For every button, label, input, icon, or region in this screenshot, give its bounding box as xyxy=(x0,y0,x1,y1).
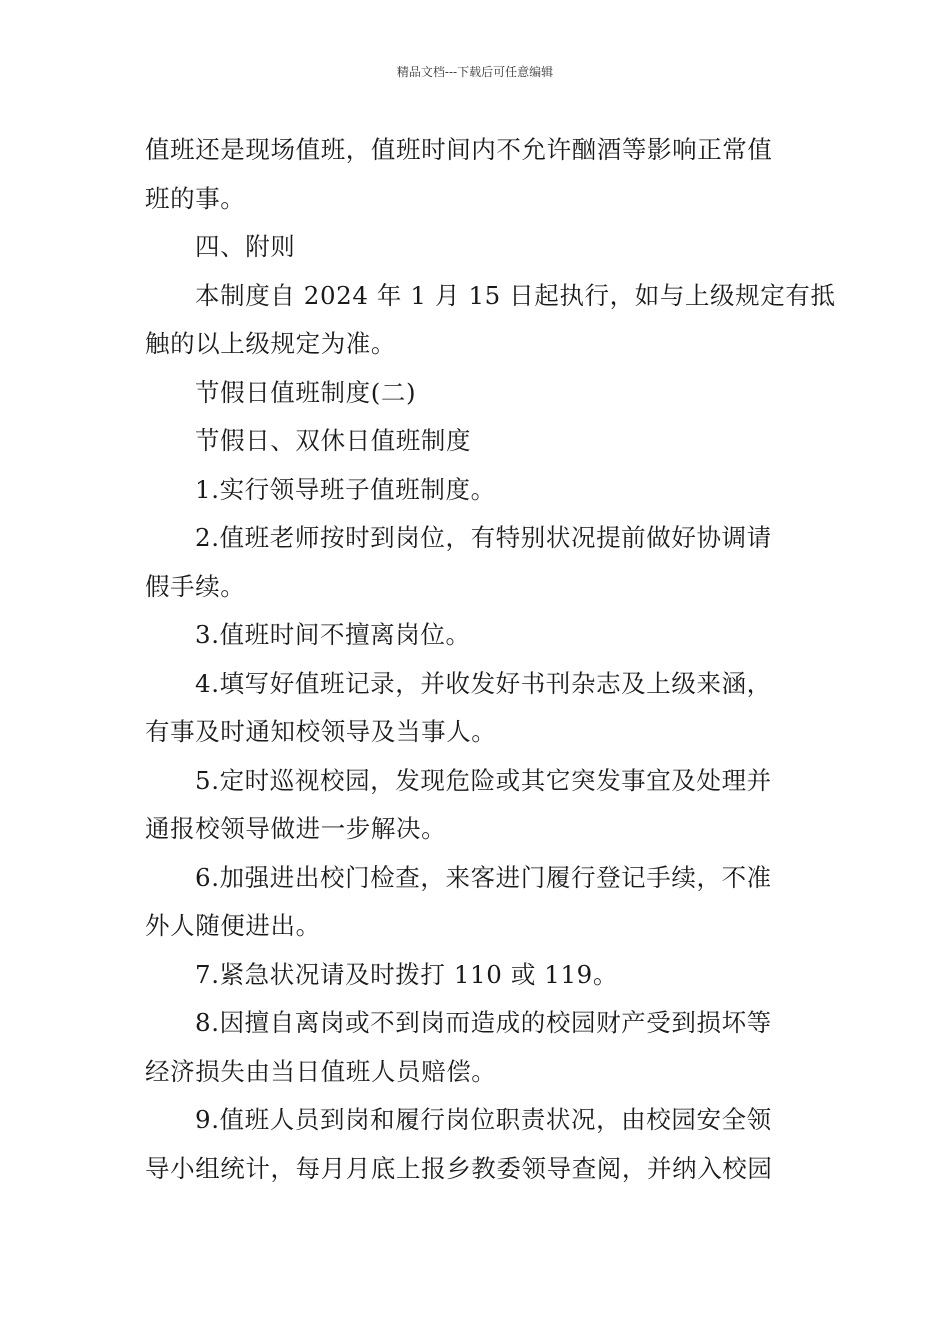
section-heading: 四、附则 xyxy=(195,232,296,261)
list-item: 7.紧急状况请及时拨打 110 或 119。 xyxy=(195,959,618,989)
list-item: 5.定时巡视校园，发现危险或其它突发事宜及处理并 xyxy=(195,765,772,795)
text-line: 本制度自 2024 年 1 月 15 日起执行，如与上级规定有抵 xyxy=(195,280,836,310)
list-item: 4.填写好值班记录，并收发好书刊杂志及上级来涵， xyxy=(195,668,772,698)
page-header: 精品文档---下载后可任意编辑 xyxy=(396,65,554,79)
text-line: 外人随便进出。 xyxy=(145,911,321,940)
list-item: 2.值班老师按时到岗位，有特别状况提前做好协调请 xyxy=(195,523,772,552)
text-line: 班的事。 xyxy=(145,183,246,213)
list-item: 3.值班时间不擅离岗位。 xyxy=(195,620,471,649)
text-line: 有事及时通知校领导及当事人。 xyxy=(145,717,497,746)
list-item: 9.值班人员到岗和履行岗位职责状况，由校园安全领 xyxy=(195,1105,772,1134)
text-line: 通报校领导做进一步解决。 xyxy=(145,814,447,843)
section-heading: 节假日值班制度(二) xyxy=(195,377,417,407)
text-line: 值班还是现场值班，值班时间内不允许酗酒等影响正常值 xyxy=(145,135,773,164)
list-item: 1.实行领导班子值班制度。 xyxy=(195,474,496,504)
text-line: 假手续。 xyxy=(145,571,246,601)
list-item: 6.加强进出校门检查，来客进门履行登记手续，不准 xyxy=(195,862,772,892)
list-item: 8.因擅自离岗或不到岗而造成的校园财产受到损坏等 xyxy=(195,1008,772,1037)
section-heading: 节假日、双休日值班制度 xyxy=(195,426,472,455)
text-line: 触的以上级规定为准。 xyxy=(145,329,396,358)
text-line: 导小组统计，每月月底上报乡教委领导查阅，并纳入校园 xyxy=(145,1153,773,1183)
text-line: 经济损失由当日值班人员赔偿。 xyxy=(145,1056,497,1086)
document-body xyxy=(145,126,836,1193)
